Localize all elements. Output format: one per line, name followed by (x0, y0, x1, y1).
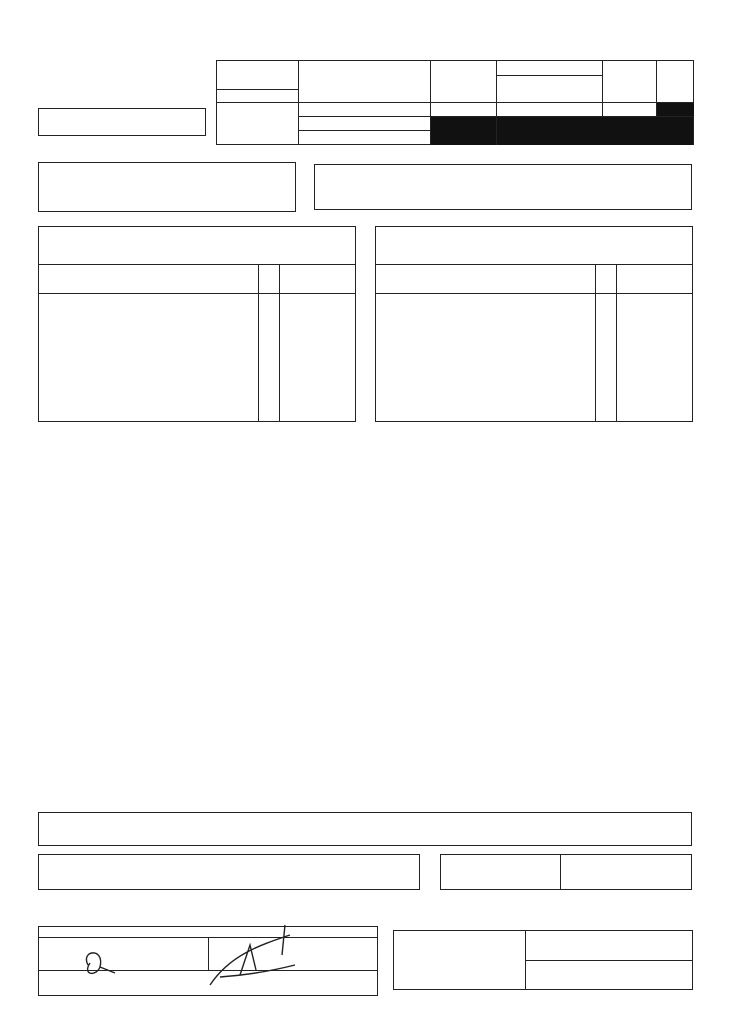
away-team-box (375, 226, 693, 422)
attribution-note-box (314, 164, 692, 210)
home-team-box (38, 226, 356, 422)
signature-scribbles (60, 915, 320, 990)
saison-box (38, 108, 206, 136)
result-box (38, 812, 692, 846)
lieu-box (38, 162, 296, 212)
reserves-box (38, 854, 420, 890)
homologation-box (440, 854, 692, 890)
